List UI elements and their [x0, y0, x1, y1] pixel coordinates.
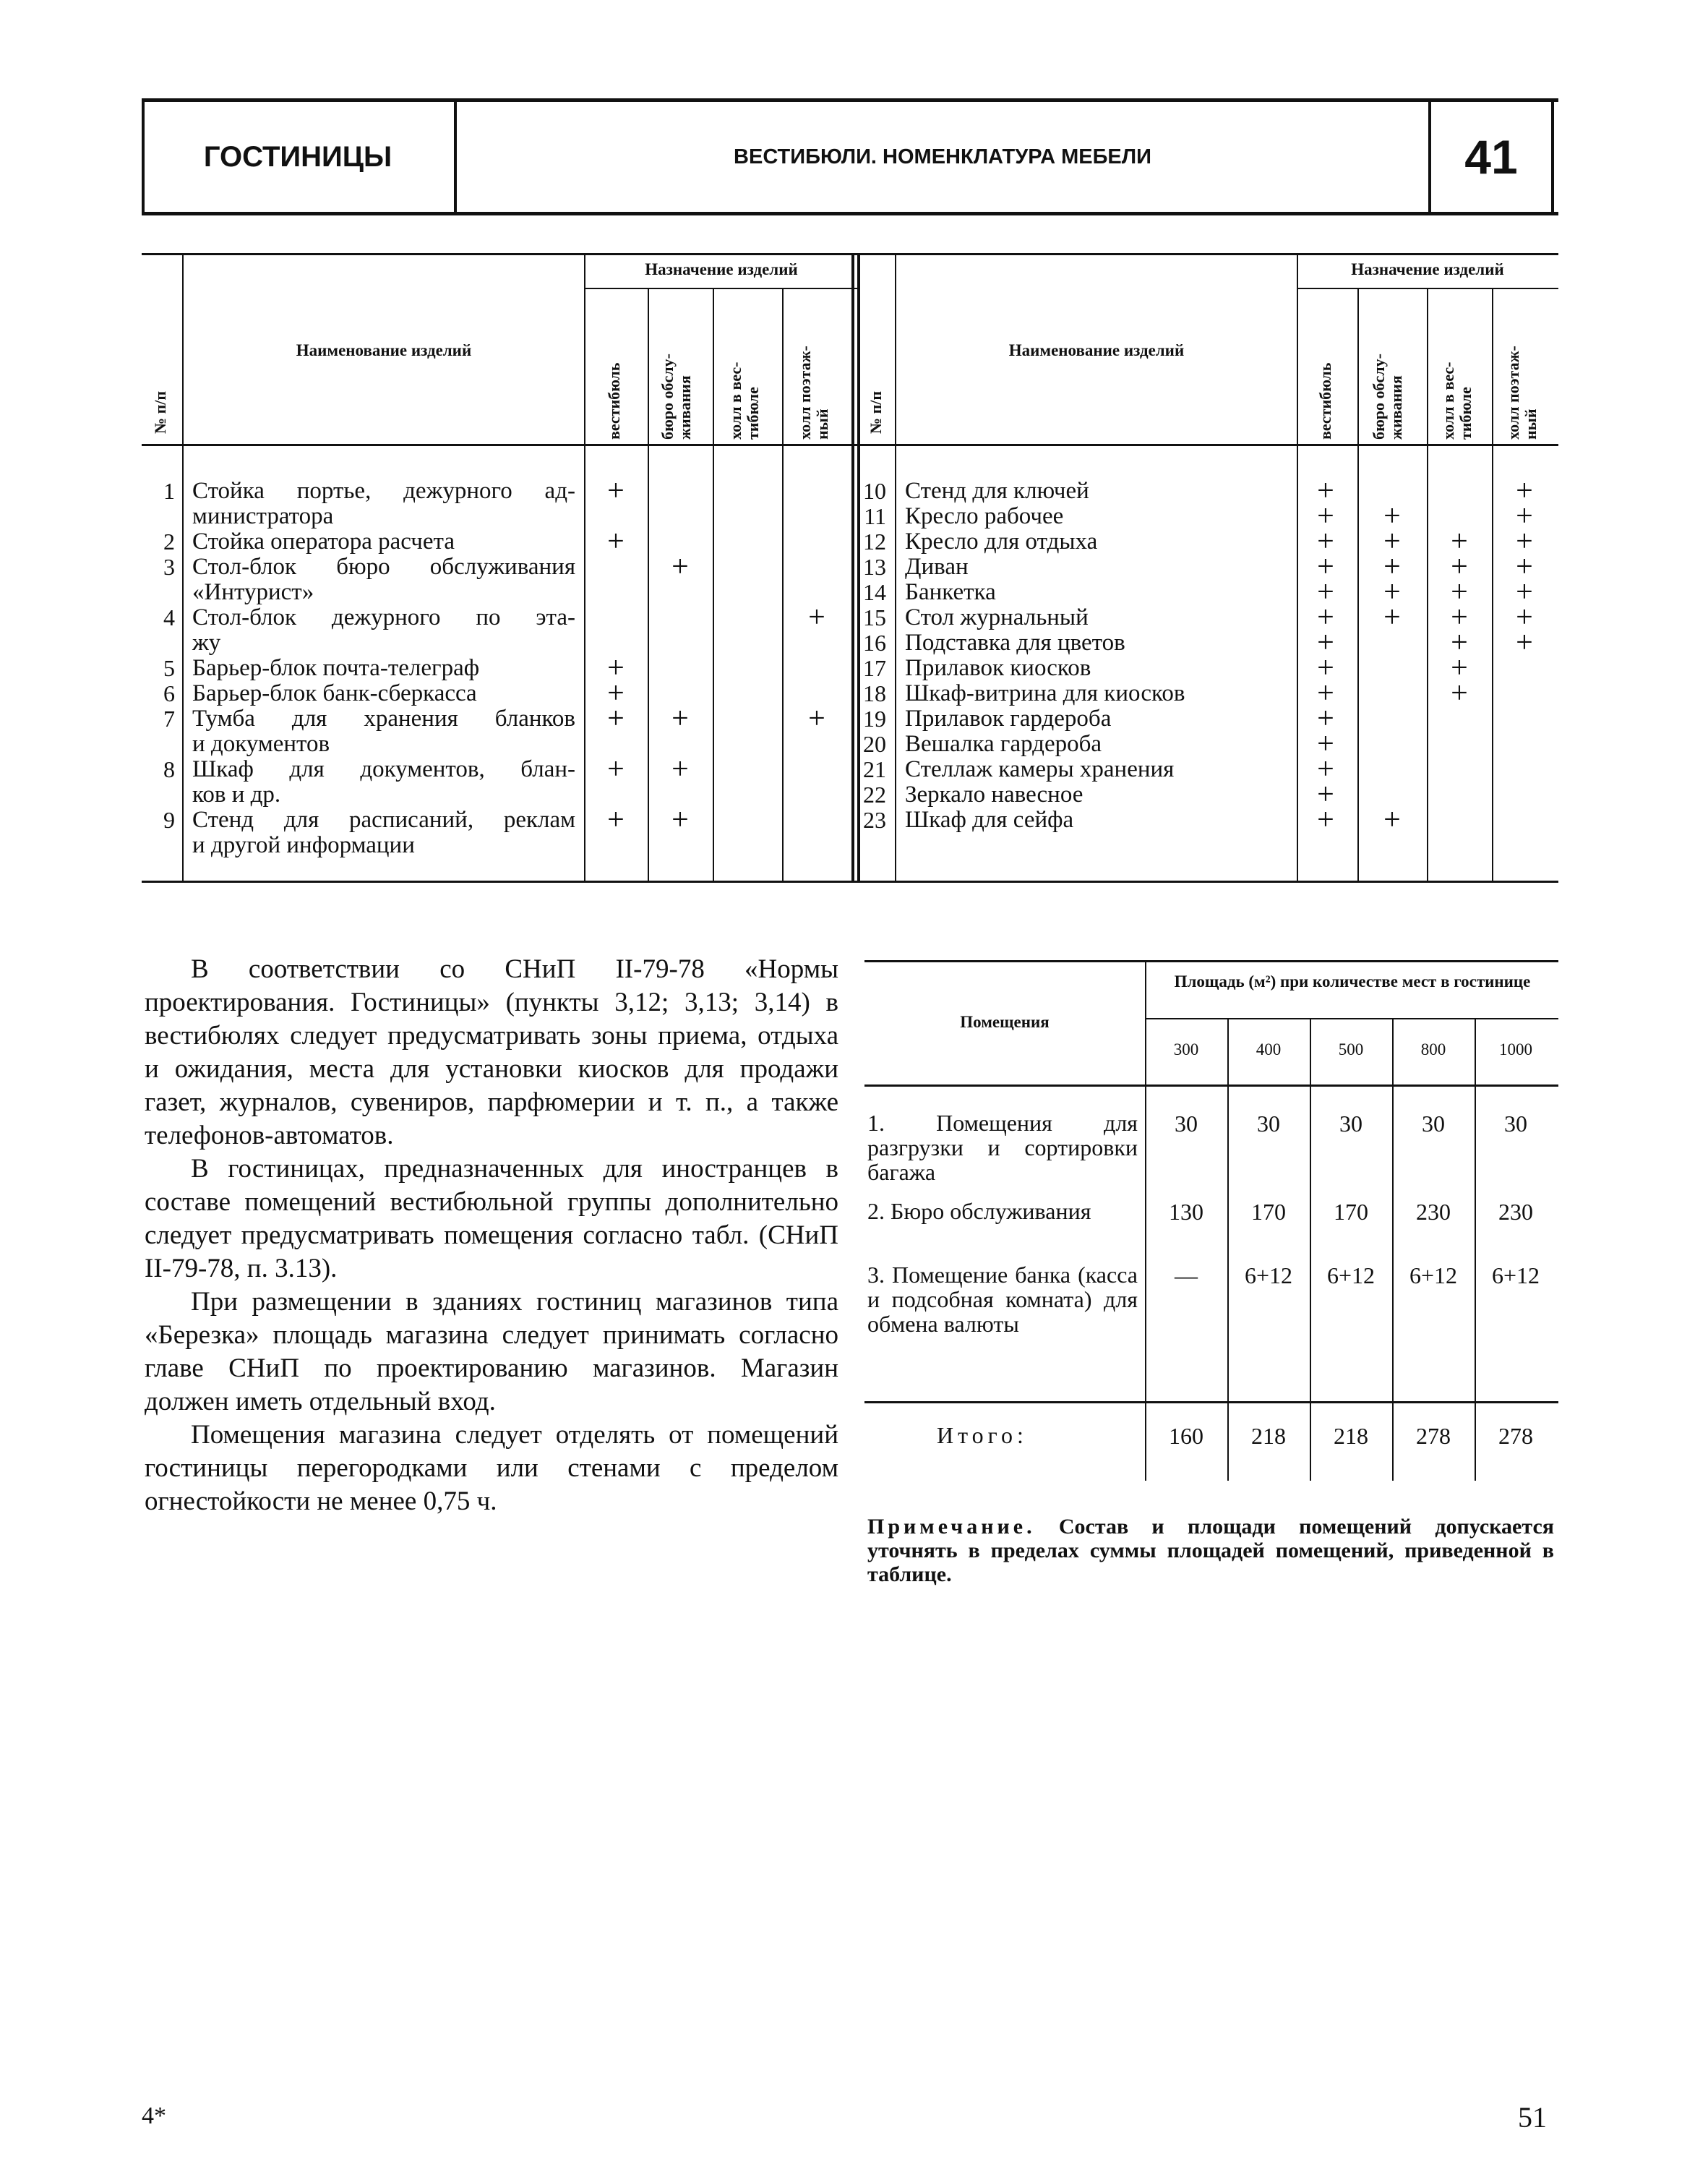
area-value: 230	[1498, 1199, 1533, 1225]
purpose-mark: +	[1516, 525, 1533, 558]
purpose-mark: +	[1383, 803, 1401, 837]
body-text	[145, 953, 838, 1518]
table-note	[867, 1515, 1554, 1586]
row-number: 18	[863, 680, 886, 706]
note-text: Состав и площади помещений допускается уточнять в пределах суммы площадей помещений, приведенной в таблице.	[867, 1515, 1554, 1586]
area-value: 170	[1251, 1199, 1286, 1225]
purpose-mark: +	[1516, 550, 1533, 583]
item-name: Стол-блок дежурного по эта-	[192, 604, 575, 630]
col-no-header: № п/п	[151, 390, 169, 434]
purpose-mark: +	[1451, 550, 1468, 583]
purpose-mark: +	[1516, 576, 1533, 609]
purpose-mark: +	[1383, 601, 1401, 634]
purpose-mark: +	[607, 651, 625, 685]
paragraph: В гостиницах, предназначенных для иностранцев в составе помещений вестибюльной группы дополнительно следует предусматривать помещения согласно табл. (СНиП II-79-78, п. 3.13).	[145, 1154, 838, 1283]
row-number: 1	[163, 478, 175, 504]
item-name: министратора	[192, 503, 334, 529]
area-total: 278	[1416, 1423, 1451, 1449]
item-name: Стол-блок бюро обслуживания	[192, 554, 575, 580]
area-value: 6+12	[1409, 1262, 1458, 1288]
purpose-mark: +	[1317, 702, 1334, 735]
item-name: Барьер-блок банк-сберкасса	[192, 680, 477, 706]
purpose-mark: +	[1383, 500, 1401, 533]
col-name-header: Наименование изделий	[296, 341, 472, 359]
item-name: Шкаф для сейфа	[905, 807, 1074, 833]
area-value: 30	[1339, 1111, 1362, 1137]
item-name: Стол журнальный	[905, 604, 1089, 630]
item-name: и документов	[192, 731, 330, 757]
area-total: 218	[1251, 1423, 1286, 1449]
purpose-header-right-4: холл поэтаж- ный	[1504, 346, 1540, 440]
area-value: 30	[1257, 1111, 1280, 1137]
area-value: 6+12	[1326, 1262, 1376, 1288]
page-header	[142, 98, 1558, 215]
capacity-header: 300	[1173, 1040, 1199, 1058]
purpose-mark: +	[1317, 601, 1334, 634]
area-value: 30	[1504, 1111, 1527, 1137]
row-number: 11	[864, 503, 886, 529]
purpose-header-1: вестибюль	[605, 362, 623, 440]
capacity-header: 1000	[1499, 1040, 1532, 1058]
sheet-number: 41	[1464, 130, 1518, 184]
purpose-mark: +	[1317, 474, 1334, 508]
row-number: 19	[863, 706, 886, 732]
purpose-mark: +	[1516, 601, 1533, 634]
purpose-mark: +	[607, 525, 625, 558]
page-title: ВЕСТИБЮЛИ. НОМЕНКЛАТУРА МЕБЕЛИ	[734, 145, 1151, 168]
note-label: Примечание.	[867, 1515, 1036, 1539]
purpose-mark: +	[671, 803, 689, 837]
item-name: Стенд для расписаний, реклам	[192, 807, 575, 833]
capacity-header: 500	[1338, 1040, 1364, 1058]
item-name: Банкетка	[905, 579, 996, 605]
paragraph: Помещения магазина следует отделять от помещений гостиницы перегородками или стенами с пределом огнестойкости не менее 0,75 ч.	[145, 1420, 838, 1516]
row-number: 8	[163, 756, 175, 782]
paragraph: При размещении в зданиях гостиниц магазинов типа «Березка» площадь магазина следует принимать согласно главе СНиП по проектированию магазинов. Магазин должен иметь отдельный вход.	[145, 1287, 838, 1416]
purpose-mark: +	[671, 702, 689, 735]
item-name: Стенд для ключей	[905, 478, 1089, 504]
item-name: жу	[192, 630, 221, 656]
row-number: 15	[863, 604, 886, 630]
item-name: Вешалка гардероба	[905, 731, 1102, 757]
col-name-header-right: Наименование изделий	[1008, 341, 1185, 359]
row-number: 16	[863, 630, 886, 656]
row-number: 13	[863, 554, 886, 580]
row-number: 17	[863, 655, 886, 681]
area-table	[864, 960, 1558, 1481]
purpose-group-header-right: Назначение изделий	[1351, 260, 1504, 278]
purpose-mark: +	[808, 702, 825, 735]
item-name: Шкаф для документов, блан-	[192, 756, 575, 782]
purpose-mark: +	[1516, 626, 1533, 659]
row-number: 14	[863, 579, 886, 605]
purpose-mark: +	[1451, 651, 1468, 685]
row-number: 10	[863, 478, 886, 504]
paragraph: В соответствии со СНиП II-79-78 «Нормы проектирования. Гостиницы» (пункты 3,12; 3,13; 3,14) в вестибюлях следует предусматривать зоны приема, отдыха и ожидания, места для установки киосков для продажи газет, журналов, сувениров, парфюмерии и т. п., а также телефонов-автоматов.	[145, 954, 838, 1150]
purpose-mark: +	[1317, 778, 1334, 811]
rooms-header: Помещения	[960, 1013, 1050, 1031]
row-number: 5	[163, 655, 175, 681]
section-title: ГОСТИНИЦЫ	[203, 140, 392, 173]
purpose-header-4: холл поэтаж- ный	[796, 346, 831, 440]
purpose-mark: +	[1451, 626, 1468, 659]
row-number: 4	[163, 604, 175, 630]
item-name: Стойка оператора расчета	[192, 529, 455, 555]
purpose-mark: +	[1451, 601, 1468, 634]
item-name: и другой информации	[192, 832, 415, 858]
area-value: 130	[1169, 1199, 1203, 1225]
item-name: Барьер-блок почта-телеграф	[192, 655, 480, 681]
furniture-table	[142, 253, 1558, 882]
purpose-mark: +	[1451, 576, 1468, 609]
area-value: 30	[1422, 1111, 1445, 1137]
area-value: 30	[1175, 1111, 1198, 1137]
purpose-mark: +	[1317, 525, 1334, 558]
col-no-header-right: № п/п	[867, 390, 885, 434]
purpose-mark: +	[1383, 525, 1401, 558]
item-name: Кресло рабочее	[905, 503, 1064, 529]
purpose-mark: +	[1516, 500, 1533, 533]
signature-mark: 4*	[142, 2102, 166, 2129]
area-value: 170	[1334, 1199, 1368, 1225]
item-name: Прилавок киосков	[905, 655, 1091, 681]
purpose-mark: +	[808, 601, 825, 634]
area-value: 6+12	[1491, 1262, 1540, 1288]
purpose-mark: +	[1317, 626, 1334, 659]
purpose-mark: +	[1516, 474, 1533, 508]
purpose-mark: +	[1317, 677, 1334, 710]
row-number: 23	[863, 807, 886, 833]
item-name: Кресло для отдыха	[905, 529, 1098, 555]
purpose-mark: +	[1451, 677, 1468, 710]
item-name: Прилавок гардероба	[905, 706, 1112, 732]
purpose-header-right-2: бюро обслу- живания	[1370, 354, 1405, 440]
purpose-mark: +	[607, 753, 625, 786]
capacity-header: 400	[1256, 1040, 1282, 1058]
purpose-mark: +	[1317, 753, 1334, 786]
purpose-mark: +	[607, 677, 625, 710]
row-number: 22	[863, 782, 886, 808]
row-number: 12	[863, 529, 886, 555]
purpose-mark: +	[1383, 550, 1401, 583]
area-group-header: Площадь (м²) при количестве мест в гостинице	[1174, 972, 1531, 991]
item-name: Тумба для хранения бланков	[192, 706, 575, 732]
purpose-group-header: Назначение изделий	[645, 260, 798, 278]
item-name: Диван	[905, 554, 969, 580]
area-total: 218	[1334, 1423, 1368, 1449]
area-value: 6+12	[1244, 1262, 1293, 1288]
purpose-mark: +	[1317, 651, 1334, 685]
purpose-mark: +	[671, 753, 689, 786]
purpose-mark: +	[1317, 803, 1334, 837]
row-number: 20	[863, 731, 886, 757]
row-number: 6	[163, 680, 175, 706]
purpose-header-3: холл в вес- тибюле	[726, 362, 762, 440]
purpose-mark: +	[607, 702, 625, 735]
purpose-header-right-3: холл в вес- тибюле	[1439, 362, 1475, 440]
capacity-header: 800	[1420, 1040, 1446, 1058]
area-total: 278	[1498, 1423, 1533, 1449]
item-name: Стойка портье, дежурного ад-	[192, 478, 575, 504]
area-total: 160	[1169, 1423, 1203, 1449]
row-number: 7	[163, 706, 175, 732]
purpose-mark: +	[1317, 500, 1334, 533]
item-name: Шкаф-витрина для киосков	[905, 680, 1185, 706]
purpose-header-2: бюро обслу- живания	[658, 354, 694, 440]
purpose-mark: +	[1317, 576, 1334, 609]
purpose-mark: +	[1317, 550, 1334, 583]
row-number: 3	[163, 554, 175, 580]
item-name: Подставка для цветов	[905, 630, 1125, 656]
row-number: 21	[863, 756, 886, 782]
purpose-header-right-1: вестибюль	[1316, 362, 1334, 440]
item-name: «Интурист»	[192, 579, 314, 605]
room-label: 3. Помещение банка (касса и подсобная комната) для обмена валюты	[867, 1262, 1138, 1337]
row-number: 2	[163, 529, 175, 555]
area-value: —	[1175, 1262, 1198, 1288]
item-name: ков и др.	[192, 782, 281, 808]
purpose-mark: +	[607, 474, 625, 508]
total-label: Итого:	[937, 1422, 1028, 1448]
purpose-mark: +	[1317, 727, 1334, 761]
room-label: 2. Бюро обслуживания	[867, 1198, 1091, 1224]
row-number: 9	[163, 807, 175, 833]
item-name: Стеллаж камеры хранения	[905, 756, 1175, 782]
purpose-mark: +	[671, 550, 689, 583]
item-name: Зеркало навесное	[905, 782, 1083, 808]
page-number: 51	[1518, 2101, 1547, 2134]
area-value: 230	[1416, 1199, 1451, 1225]
purpose-mark: +	[1451, 525, 1468, 558]
purpose-mark: +	[1383, 576, 1401, 609]
purpose-mark: +	[607, 803, 625, 837]
room-label: 1. Помещения для разгрузки и сортировки багажа	[867, 1110, 1138, 1185]
